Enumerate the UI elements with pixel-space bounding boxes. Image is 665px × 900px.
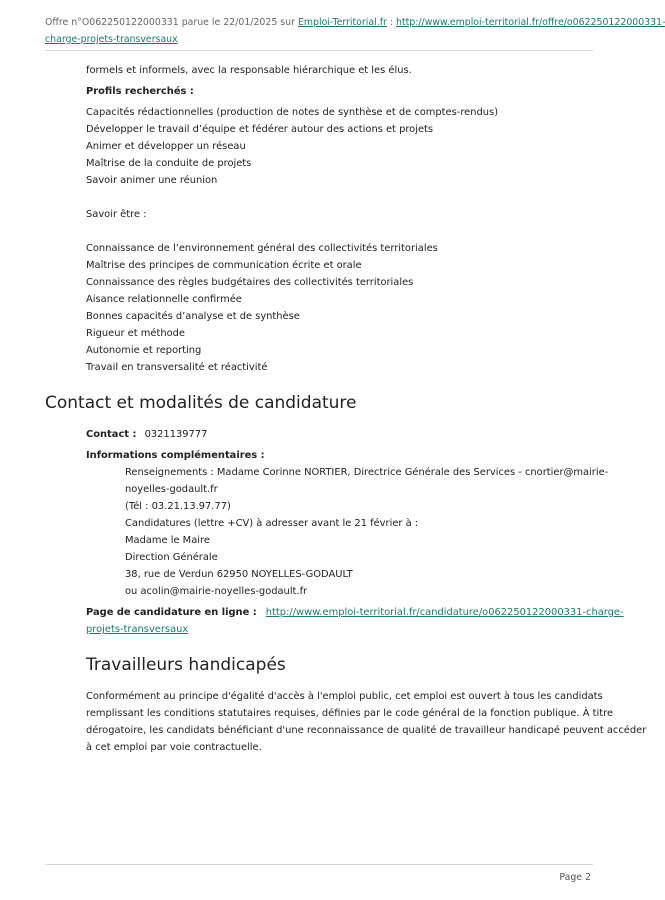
savoir-etre-heading-block (86, 206, 592, 223)
header-separator: : (389, 17, 394, 28)
profile-item: Maîtrise de la conduite de projets (86, 158, 252, 169)
header-line-2 (45, 31, 593, 48)
handicap-line: remplissant les conditions statutaires requises, définies par le code général de la fonction publique. À titre (86, 708, 614, 719)
savoir-etre-item: Connaissance des règles budgétaires des collectivités territoriales (86, 277, 414, 288)
savoir-etre-heading: Savoir être : (86, 209, 147, 220)
info-line: Renseignements : Madame Corinne NORTIER, Directrice Générale des Services - cnortier@mairie- (125, 467, 609, 478)
handicap-section-title: Travailleurs handicapés (86, 655, 286, 675)
info-heading: Informations complémentaires : (86, 450, 265, 461)
savoir-etre-item: Connaissance de l’environnement général des collectivités territoriales (86, 243, 438, 254)
site-link[interactable]: Emploi-Territorial.fr (297, 17, 387, 28)
savoir-etre-item: Maîtrise des principes de communication écrite et orale (86, 260, 362, 271)
offer-reference: Offre n°O062250122000331 parue le 22/01/2025 sur (45, 17, 295, 28)
info-details (125, 464, 609, 600)
profile-item: Développer le travail d’équipe et fédérer autour des actions et projets (86, 124, 434, 135)
info-line: Direction Générale (125, 552, 218, 563)
profiles-heading-block (86, 83, 592, 100)
info-line: noyelles-godault.fr (125, 484, 218, 495)
handicap-line: Conformément au principe d'égalité d'accès à l'emploi public, cet emploi est ouvert à tous les candidats (86, 691, 603, 702)
footer-divider (45, 864, 593, 865)
apply-url-link-continued[interactable]: projets-transversaux (86, 624, 189, 635)
offer-url-link-continued[interactable]: charge-projets-transversaux (45, 34, 178, 45)
profiles-heading: Profils recherchés : (86, 86, 194, 97)
apply-url-link[interactable]: http://www.emploi-territorial.fr/candidature/o062250122000331-charge- (265, 607, 624, 618)
intro-line: formels et informels, avec la responsable hiérarchique et les élus. (86, 65, 412, 76)
contact-phone: 0321139777 (144, 429, 208, 440)
page-header (45, 14, 665, 48)
header-divider (45, 50, 593, 51)
profile-item: Animer et développer un réseau (86, 141, 246, 152)
profile-item: Capacités rédactionnelles (production de notes de synthèse et de comptes-rendus) (86, 107, 499, 118)
info-heading-block (86, 447, 592, 464)
info-line: ou acolin@mairie-noyelles-godault.fr (125, 586, 308, 597)
savoir-etre-item: Rigueur et méthode (86, 328, 185, 339)
profiles-list (86, 104, 592, 189)
info-line: (Tél : 03.21.13.97.77) (125, 501, 231, 512)
info-line: Madame le Maire (125, 535, 210, 546)
header-line-1 (45, 14, 665, 31)
offer-url-link[interactable]: http://www.emploi-territorial.fr/offre/o062250122000331- (396, 17, 665, 28)
handicap-paragraph (86, 688, 647, 756)
page-number: Page 2 (559, 872, 591, 883)
handicap-line: dérogatoire, les candidats bénéficiant d'une reconnaissance de qualité de travailleur handicapé peuvent accéder (86, 725, 647, 736)
info-line: Candidatures (lettre +CV) à adresser avant le 21 février à : (125, 518, 419, 529)
savoir-etre-list (86, 240, 592, 376)
info-line: 38, rue de Verdun 62950 NOYELLES-GODAULT (125, 569, 353, 580)
contact-section-title: Contact et modalités de candidature (45, 393, 357, 413)
savoir-etre-item: Travail en transversalité et réactivité (86, 362, 268, 373)
apply-label: Page de candidature en ligne : (86, 607, 257, 618)
apply-row (86, 604, 624, 638)
intro-text (86, 62, 592, 79)
savoir-etre-item: Aisance relationnelle confirmée (86, 294, 242, 305)
contact-row (86, 426, 592, 443)
handicap-line: à cet emploi par voie contractuelle. (86, 742, 262, 753)
savoir-etre-item: Autonomie et reporting (86, 345, 202, 356)
profile-item: Savoir animer une réunion (86, 175, 218, 186)
contact-label: Contact : (86, 429, 137, 440)
savoir-etre-item: Bonnes capacités d’analyse et de synthèse (86, 311, 300, 322)
